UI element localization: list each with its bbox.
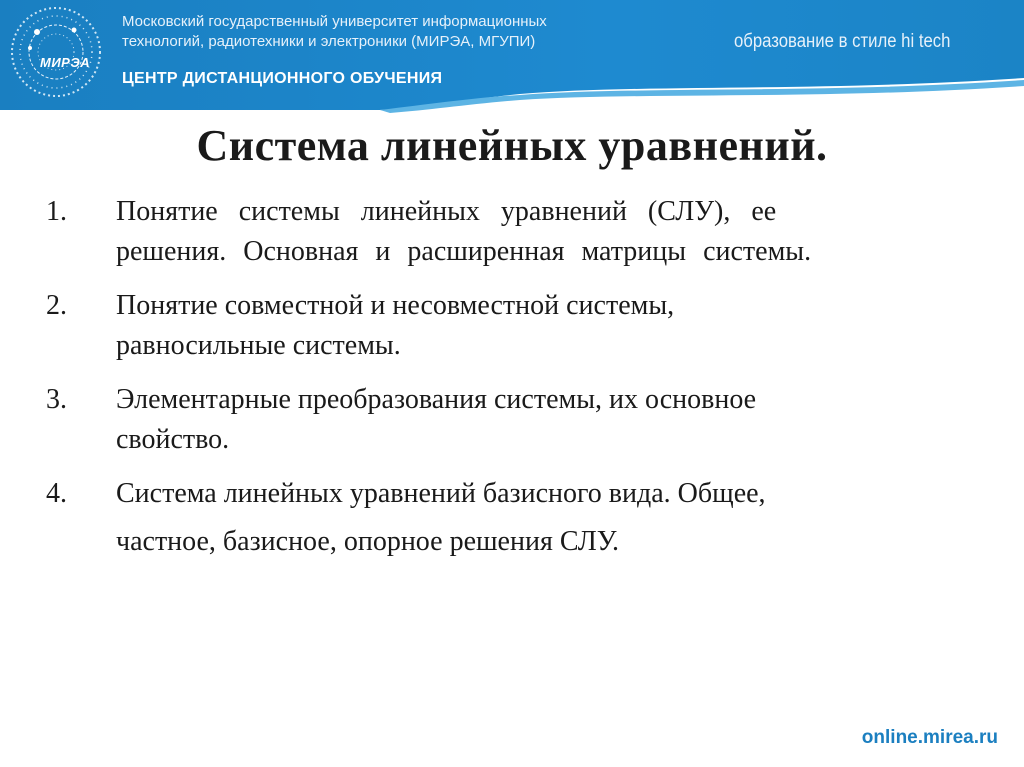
logo-text: МИРЭА [40,55,91,70]
university-name-line1: Московский государственный университет информационных [122,13,547,30]
list-item-number: 2. [46,290,67,321]
header-banner [0,0,1024,115]
slide-title: Система линейных уравнений. [196,121,828,170]
list-item-number: 3. [46,384,67,415]
list-item [46,380,946,460]
list-item [46,286,946,366]
list-item-line2: свойство. [116,424,230,455]
list-item-line2: решения. Основная и расширенная матрицы системы. [116,236,812,267]
list-item-number: 4. [46,478,67,509]
topic-list [46,192,946,576]
list-item-line1: Элементарные преобразования системы, их основное [116,384,757,415]
list-item-line2: равносильные системы. [116,330,401,361]
mirea-logo [4,4,108,100]
list-item-line2: частное, базисное, опорное решения СЛУ. [116,526,620,557]
tagline: образование в стиле hi tech [734,31,951,52]
list-item [46,474,946,562]
list-item-line1: Понятие совместной и несовместной системы, [116,290,675,321]
list-item [46,192,946,272]
logo-circle-icon [4,4,108,100]
list-item-number: 1. [46,196,67,227]
site-url: online.mirea.ru [861,727,998,748]
list-item-line1: Понятие системы линейных уравнений (СЛУ), ее [116,196,777,227]
university-name-line2: технологий, радиотехники и электроники (МИРЭА, МГУПИ) [122,33,536,50]
list-item-line1: Система линейных уравнений базисного вида. Общее, [116,478,766,509]
center-name: ЦЕНТР ДИСТАНЦИОННОГО ОБУЧЕНИЯ [122,70,443,87]
university-name [122,12,642,52]
